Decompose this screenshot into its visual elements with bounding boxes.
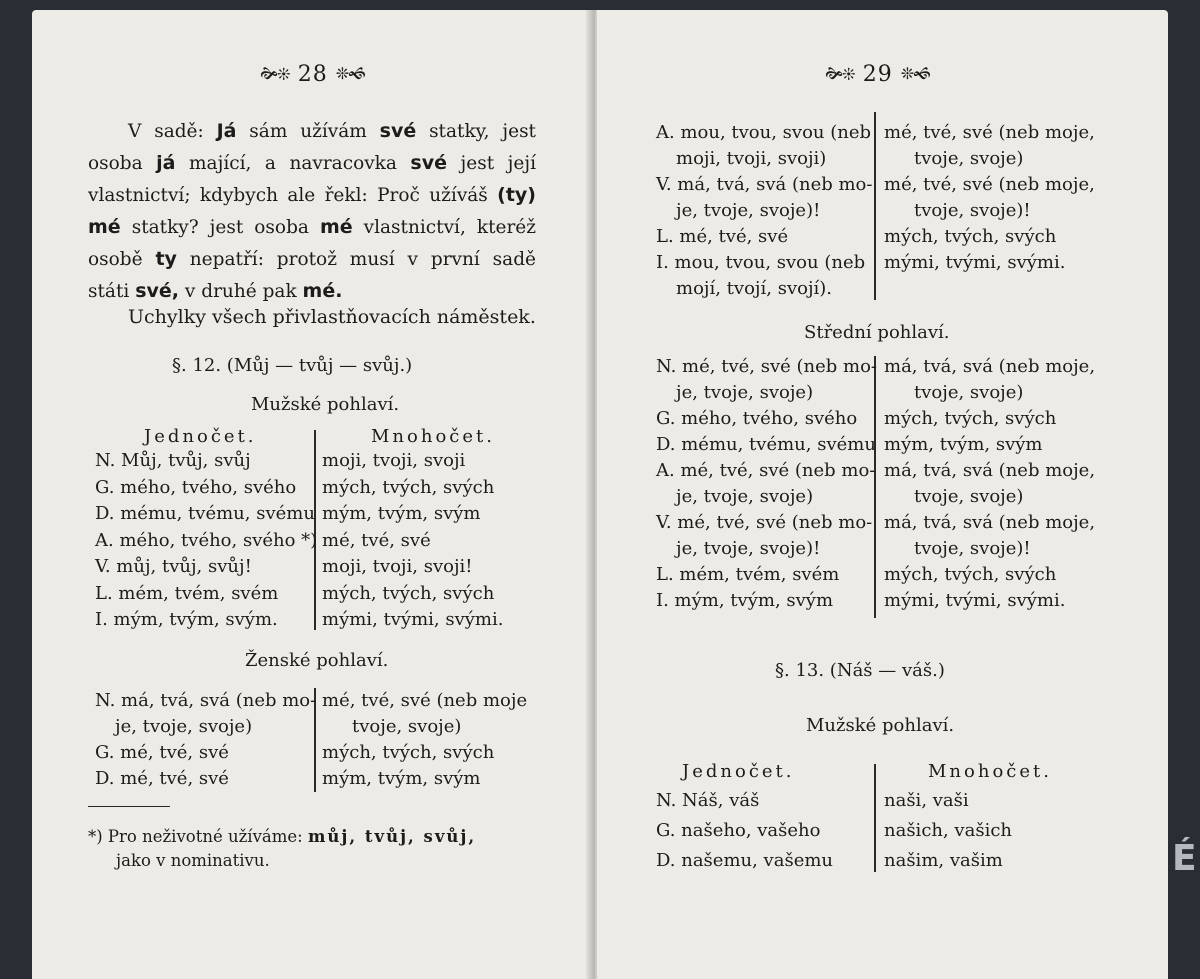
table-cell-singular: N. má, tvá, svá (neb mo-	[95, 690, 317, 711]
page-number: 29	[862, 62, 893, 87]
pronoun-emph: své	[379, 120, 417, 142]
table-cell-plural: našich, vašich	[884, 820, 1013, 841]
table-cell-plural: mé, tvé, své (neb moje	[322, 690, 528, 711]
masc-heading: Mužské pohlaví.	[806, 715, 955, 736]
masc-heading: Mužské pohlaví.	[251, 394, 400, 415]
table-cell-singular: D. mé, tvé, své	[95, 768, 229, 789]
table-cell-singular: je, tvoje, svoje)	[115, 716, 253, 737]
table-cell-plural: má, tvá, svá (neb moje,	[884, 512, 1096, 533]
table-cell-singular: L. mém, tvém, svém	[95, 582, 279, 604]
intro-text: statky? jest osoba	[120, 217, 320, 238]
right-page	[597, 10, 1168, 979]
col-plural-heading: Mnohočet.	[371, 426, 495, 447]
col-singular-heading: Jednočet.	[682, 761, 795, 782]
table-cell-plural: moji, tvoji, svoji	[322, 450, 466, 471]
table-cell-plural: mými, tvými, svými.	[884, 252, 1066, 273]
intro-line	[88, 280, 342, 302]
intro-text: nepatří: protož musí v první sadě	[176, 249, 536, 270]
table-cell-singular: V. mé, tvé, své (neb mo-	[656, 512, 873, 533]
intro-text: státi	[88, 281, 136, 302]
table-cell-singular: A. mé, tvé, své (neb mo-	[656, 460, 876, 481]
ornament-right-icon: ❊🙜	[900, 64, 930, 83]
intro-text: V sadě:	[128, 121, 217, 142]
pronoun-emph: své,	[135, 280, 180, 302]
table-cell-plural: tvoje, svoje)!	[914, 200, 1031, 221]
column-divider	[874, 112, 876, 300]
table-cell-plural: mé, tvé, své (neb moje,	[884, 174, 1095, 195]
neut-heading: Střední pohlaví.	[804, 322, 950, 343]
table-cell-singular: N. Můj, tvůj, svůj	[95, 450, 251, 471]
table-cell-singular: N. Náš, váš	[656, 790, 760, 811]
table-cell-plural: mým, tvým, svým	[322, 768, 481, 789]
table-cell-plural: mými, tvými, svými.	[322, 609, 504, 630]
table-cell-plural: naši, vaši	[884, 790, 969, 811]
intro-text: v druhé pak	[179, 281, 303, 302]
table-cell-plural: má, tvá, svá (neb moje,	[884, 460, 1096, 481]
intro-line	[88, 216, 536, 238]
col-singular-heading: Jednočet.	[144, 426, 257, 447]
intro-text: statky, jest	[416, 121, 536, 142]
table-cell-singular: L. mé, tvé, své	[656, 226, 789, 247]
left-page-header	[32, 62, 593, 90]
edge-watermark: É	[1172, 838, 1197, 879]
table-cell-singular: V. můj, tvůj, svůj!	[95, 556, 252, 577]
table-cell-singular: A. mého, tvého, svého *)	[95, 529, 318, 551]
table-cell-singular: je, tvoje, svoje)	[676, 382, 814, 403]
table-cell-plural: tvoje, svoje)	[914, 148, 1024, 169]
table-cell-plural: mé, tvé, své (neb moje,	[884, 122, 1095, 143]
table-cell-plural: mých, tvých, svých	[884, 408, 1057, 429]
pronoun-emph: Já	[216, 120, 237, 142]
table-cell-plural: mými, tvými, svými.	[884, 590, 1066, 611]
ornament-left-icon: 🙞❊	[260, 64, 290, 83]
table-cell-plural: našim, vašim	[884, 850, 1003, 871]
section-title: §. 13. (Náš — váš.)	[775, 660, 945, 681]
pronoun-emph: mé.	[302, 280, 343, 302]
table-cell-singular: I. mou, tvou, svou (neb	[656, 252, 866, 273]
table-cell-plural: mých, tvých, svých	[884, 226, 1057, 247]
table-cell-singular: G. našeho, vašeho	[656, 820, 821, 841]
footnote-text-2: jako v nominativu.	[116, 851, 270, 870]
col-plural-heading: Mnohočet.	[928, 761, 1052, 782]
table-cell-singular: L. mém, tvém, svém	[656, 564, 840, 585]
table-cell-singular: I. mým, tvým, svým	[656, 590, 834, 611]
intro-text: vlastnictví, kteréž	[352, 217, 536, 238]
table-cell-singular: G. mé, tvé, své	[95, 742, 229, 763]
table-cell-singular: D. našemu, vašemu	[656, 850, 834, 871]
intro-text: osobě	[88, 249, 156, 270]
pronoun-emph: (ty)	[497, 184, 536, 206]
pronoun-emph: mé	[319, 216, 353, 238]
table-cell-singular: je, tvoje, svoje)!	[676, 538, 821, 559]
table-cell-plural: mých, tvých, svých	[322, 742, 495, 763]
table-cell-singular: je, tvoje, svoje)	[676, 486, 814, 507]
table-cell-singular: G. mého, tvého, svého	[656, 408, 858, 429]
footnote	[88, 825, 476, 873]
table-cell-singular: G. mého, tvého, svého	[95, 476, 297, 498]
table-cell-plural: tvoje, svoje)	[352, 716, 462, 737]
table-cell-plural: tvoje, svoje)!	[914, 538, 1031, 559]
table-cell-plural: má, tvá, svá (neb moje,	[884, 356, 1096, 377]
intro-line	[88, 152, 536, 174]
column-divider	[874, 356, 876, 618]
table-cell-plural: mým, tvým, svým	[884, 434, 1043, 455]
intro-text: mající, a navracovka	[175, 153, 411, 174]
intro-text: jest její	[447, 153, 536, 174]
intro-line	[88, 248, 536, 270]
footnote-rule	[88, 806, 170, 807]
table-cell-singular: D. mému, tvému, svému	[95, 503, 315, 524]
page-number: 28	[297, 62, 328, 87]
ornament-right-icon: ❊🙜	[335, 64, 365, 83]
subtitle: Uchylky všech přivlastňovacích náměstek.	[128, 306, 536, 328]
table-cell-singular: V. má, tvá, svá (neb mo-	[656, 174, 873, 195]
table-cell-singular: N. mé, tvé, své (neb mo-	[656, 356, 877, 377]
pronoun-emph: mé	[88, 216, 121, 238]
table-cell-singular: mojí, tvojí, svojí).	[676, 278, 833, 299]
table-cell-singular: je, tvoje, svoje)!	[676, 200, 821, 221]
table-cell-plural: tvoje, svoje)	[914, 486, 1024, 507]
footnote-text: *) Pro neživotné užíváme:	[88, 827, 308, 846]
section-title: §. 12. (Můj — tvůj — svůj.)	[172, 355, 413, 376]
footnote-emph: můj, tvůj, svůj,	[307, 827, 477, 846]
pronoun-emph: ty	[155, 248, 177, 270]
pronoun-emph: já	[156, 152, 176, 174]
table-cell-singular: A. mou, tvou, svou (neb	[656, 122, 872, 143]
intro-text: vlastnictví; kdybych ale řekl: Proč užíváš	[88, 185, 498, 206]
table-cell-plural: mých, tvých, svých	[322, 476, 495, 498]
table-cell-singular: I. mým, tvým, svým.	[95, 609, 278, 630]
table-cell-plural: mým, tvým, svým	[322, 503, 481, 524]
ornament-left-icon: 🙞❊	[825, 64, 855, 83]
table-cell-plural: mé, tvé, své	[322, 529, 431, 551]
intro-text: sám užívám	[236, 121, 380, 142]
right-page-header	[587, 62, 1168, 90]
table-cell-plural: moji, tvoji, svoji!	[322, 556, 473, 577]
table-cell-singular: moji, tvoji, svoji)	[676, 148, 827, 169]
fem-heading: Ženské pohlaví.	[245, 650, 389, 671]
column-divider	[874, 764, 876, 872]
intro-text: osoba	[88, 153, 157, 174]
table-cell-plural: mých, tvých, svých	[322, 582, 495, 604]
table-cell-singular: D. mému, tvému, svému	[656, 434, 876, 455]
table-cell-plural: tvoje, svoje)	[914, 382, 1024, 403]
table-cell-plural: mých, tvých, svých	[884, 564, 1057, 585]
pronoun-emph: své	[410, 152, 448, 174]
intro-line	[128, 120, 536, 142]
left-page	[32, 10, 593, 979]
intro-line	[88, 184, 536, 206]
